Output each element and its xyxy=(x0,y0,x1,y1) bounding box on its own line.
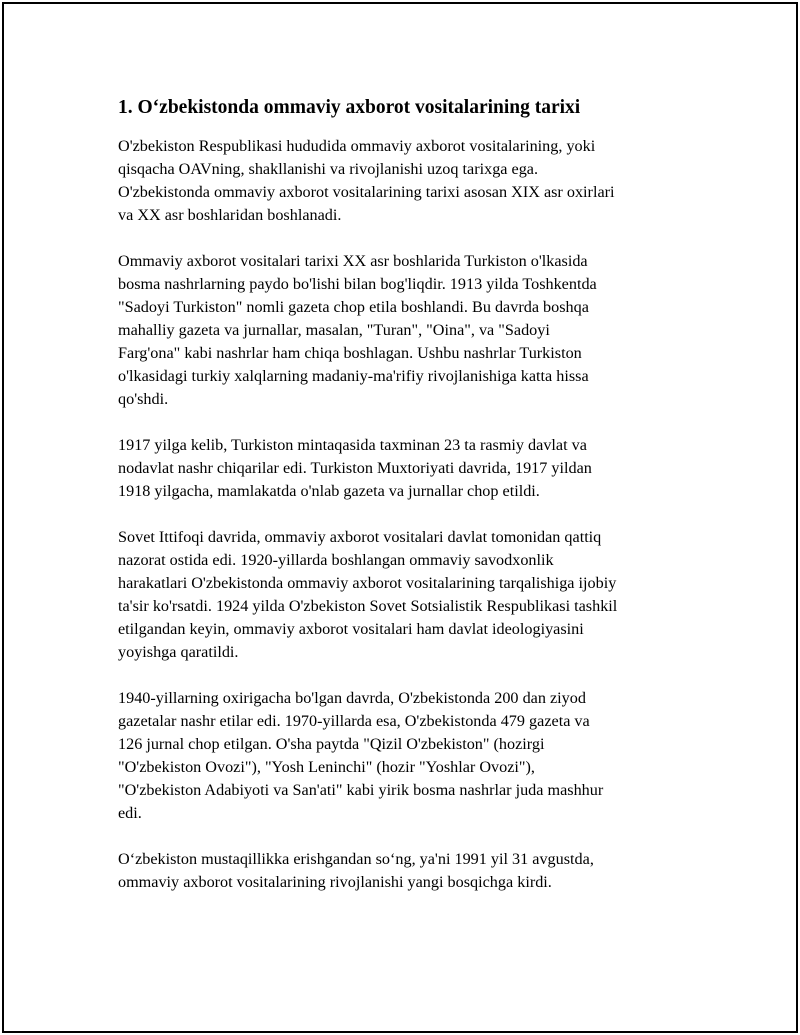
text-line: gazetalar nashr etilar edi. 1970-yillarda esa, O'zbekistonda 479 gazeta va xyxy=(118,712,590,730)
paragraph-6 xyxy=(118,848,688,894)
text-line: 126 jurnal chop etilgan. O'sha paytda "Qizil O'zbekiston" (hozirgi xyxy=(118,735,545,753)
text-line: yoyishga qaratildi. xyxy=(118,643,239,661)
paragraph-5 xyxy=(118,687,688,825)
text-line: 1918 yilgacha, mamlakatda o'nlab gazeta va jurnallar chop etildi. xyxy=(118,482,540,500)
text-line: "O'zbekiston Ovozi"), "Yosh Leninchi" (hozir "Yoshlar Ovozi"), xyxy=(118,758,535,776)
text-line: O'zbekiston Respublikasi hududida ommaviy axborot vositalarining, yoki xyxy=(118,137,596,155)
text-line: mahalliy gazeta va jurnallar, masalan, "Turan", "Oina", va "Sadoyi xyxy=(118,321,550,339)
text-line: "O'zbekiston Adabiyoti va San'ati" kabi yirik bosma nashrlar juda mashhur xyxy=(118,781,604,799)
document-body xyxy=(118,95,688,917)
paragraph-2 xyxy=(118,250,688,411)
text-line: bosma nashrlarning paydo bo'lishi bilan bog'liqdir. 1913 yilda Toshkentda xyxy=(118,275,597,293)
text-line: "Sadoyi Turkiston" nomli gazeta chop etila boshlandi. Bu davrda boshqa xyxy=(118,298,589,316)
text-line: 1917 yilga kelib, Turkiston mintaqasida taxminan 23 ta rasmiy davlat va xyxy=(118,436,587,454)
text-line: etilgandan keyin, ommaviy axborot vositalari ham davlat ideologiyasini xyxy=(118,620,584,638)
text-line: qo'shdi. xyxy=(118,390,169,408)
text-line: edi. xyxy=(118,804,142,822)
paragraph-1 xyxy=(118,135,688,227)
text-line: Sovet Ittifoqi davrida, ommaviy axborot vositalari davlat tomonidan qattiq xyxy=(118,528,602,546)
document-title: 1. O‘zbekistonda ommaviy axborot vositalarining tarixi xyxy=(118,97,581,118)
paragraph-4 xyxy=(118,526,688,664)
text-line: O'zbekistonda ommaviy axborot vositalarining tarixi asosan XIX asr oxirlari xyxy=(118,183,615,201)
text-line: nodavlat nashr chiqarilar edi. Turkiston Muxtoriyati davrida, 1917 yildan xyxy=(118,459,592,477)
text-line: va XX asr boshlaridan boshlanadi. xyxy=(118,206,342,224)
text-line: Farg'ona" kabi nashrlar ham chiqa boshlagan. Ushbu nashrlar Turkiston xyxy=(118,344,582,362)
text-line: 1940-yillarning oxirigacha bo'lgan davrda, O'zbekistonda 200 dan ziyod xyxy=(118,689,586,707)
text-line: qisqacha OAVning, shakllanishi va rivojlanishi uzoq tarixga ega. xyxy=(118,160,539,178)
text-line: o'lkasidagi turkiy xalqlarning madaniy-ma'rifiy rivojlanishiga katta hissa xyxy=(118,367,589,385)
paragraph-3 xyxy=(118,434,688,503)
text-line: ommaviy axborot vositalarining rivojlanishi yangi bosqichga kirdi. xyxy=(118,873,552,891)
text-line: ta'sir ko'rsatdi. 1924 yilda O'zbekiston Sovet Sotsialistik Respublikasi tashkil xyxy=(118,597,618,615)
text-line: harakatlari O'zbekistonda ommaviy axborot vositalarining tarqalishiga ijobiy xyxy=(118,574,617,592)
text-line: nazorat ostida edi. 1920-yillarda boshlangan ommaviy savodxonlik xyxy=(118,551,554,569)
text-line: O‘zbekiston mustaqillikka erishgandan so‘ng, ya'ni 1991 yil 31 avgustda, xyxy=(118,850,594,868)
text-line: Ommaviy axborot vositalari tarixi XX asr boshlarida Turkiston o'lkasida xyxy=(118,252,588,270)
